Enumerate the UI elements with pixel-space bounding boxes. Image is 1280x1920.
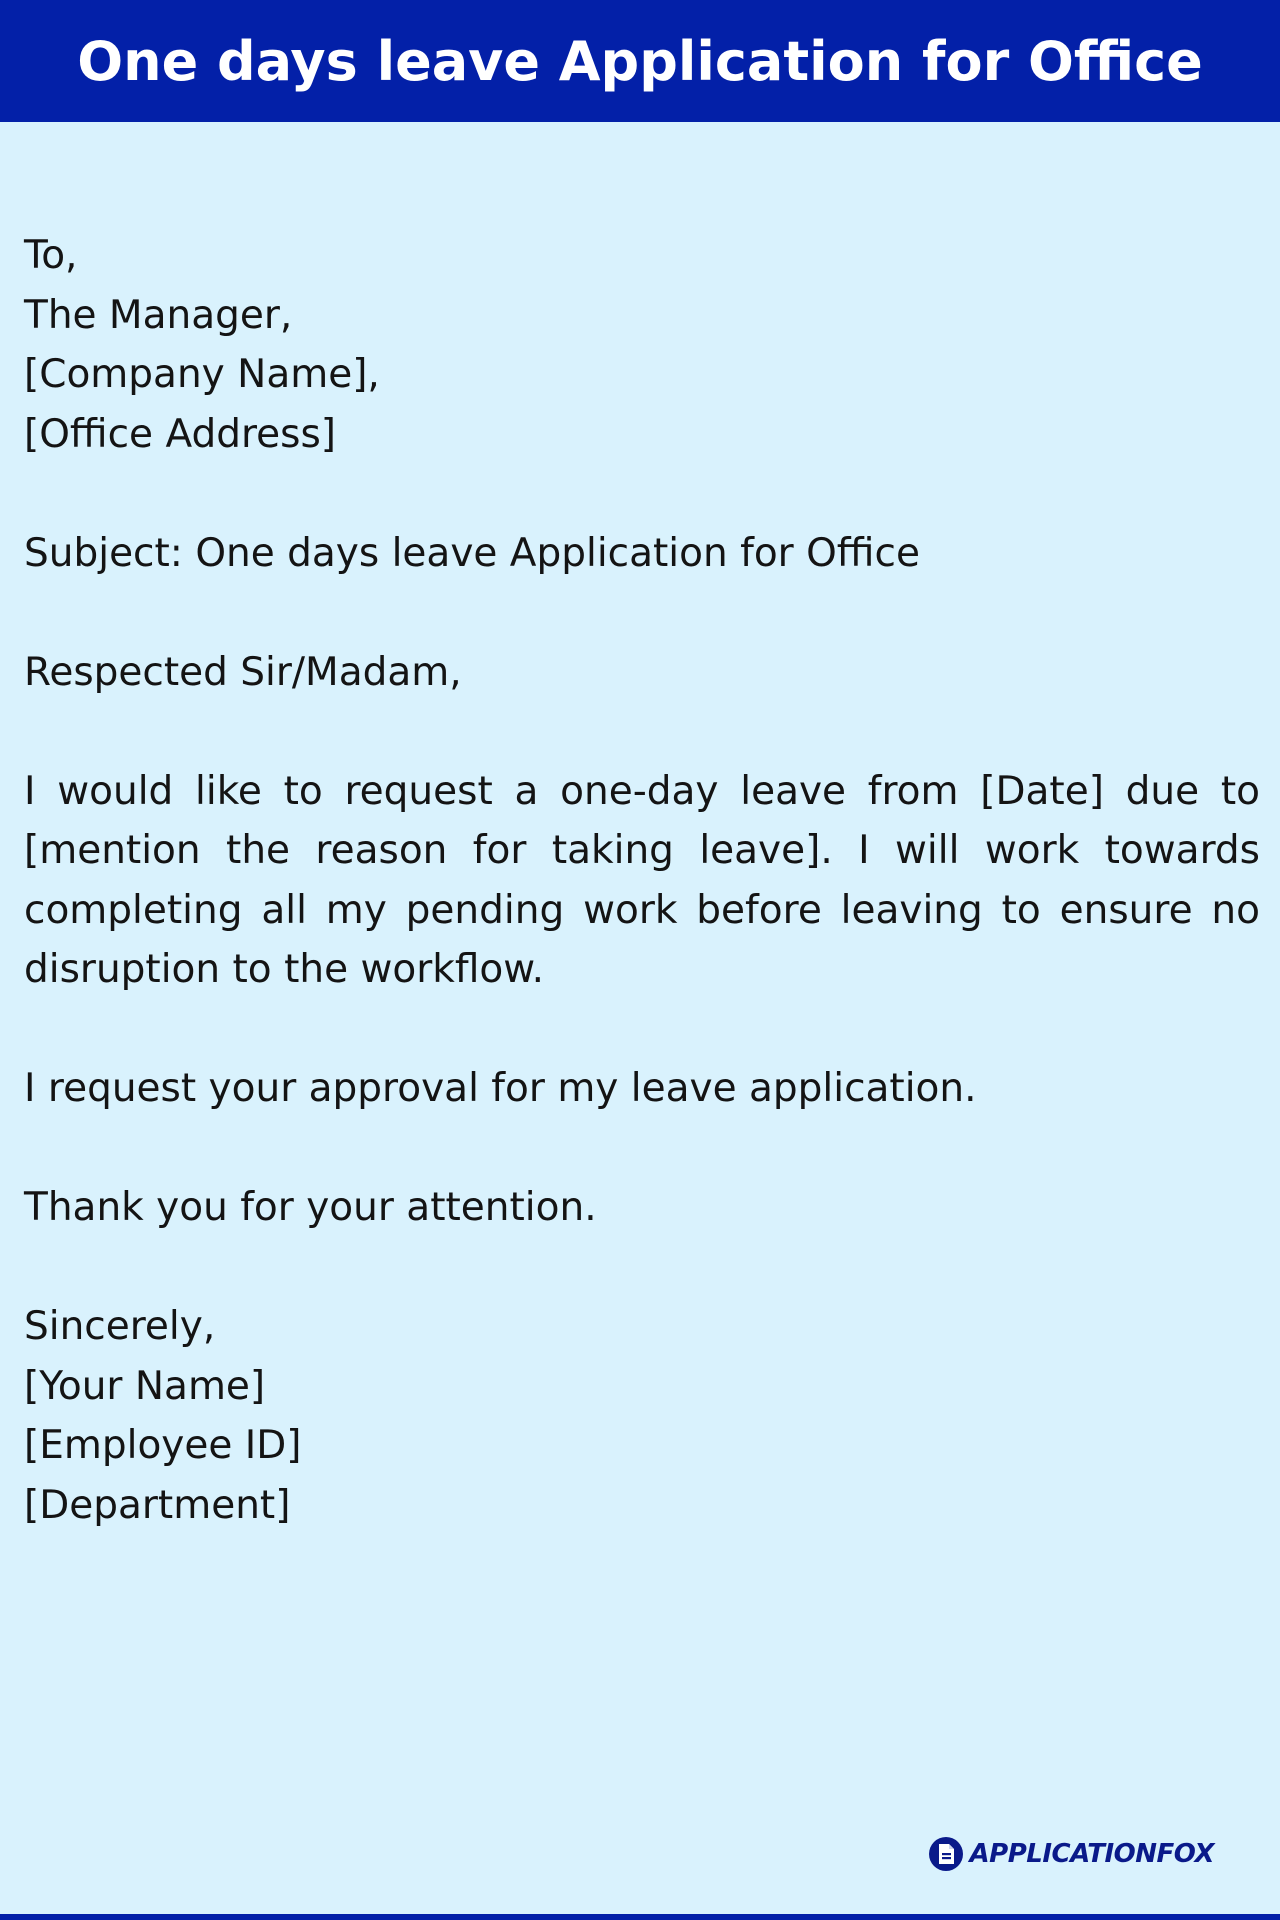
page-header — [0, 0, 1280, 122]
address-line-office: [Office Address] — [24, 411, 336, 457]
address-line-to: To, — [24, 233, 78, 278]
thanks-line: Thank you for your attention. — [24, 1185, 597, 1230]
bottom-border — [0, 1914, 1280, 1920]
request-line: I request your approval for my leave application. — [24, 1066, 977, 1111]
body-paragraph: I would like to request a one-day leave from [Date] due to [mention the reason for taking leave]. I will work towards completing all my pending work before leaving to ensure no disruption to the workflow. — [24, 768, 1260, 992]
closing-line: Sincerely, — [24, 1304, 216, 1349]
page-title: One days leave Application for Office — [77, 29, 1203, 93]
address-line-recipient: The Manager, — [24, 292, 293, 338]
subject-line: Subject: One days leave Application for Office — [24, 530, 920, 576]
salutation: Respected Sir/Madam, — [24, 649, 462, 695]
applicationfox-logo — [928, 1836, 1214, 1872]
document-icon — [928, 1836, 964, 1872]
letter-body — [24, 226, 1260, 1535]
signature-department: [Department] — [24, 1482, 291, 1528]
signature-employee-id: [Employee ID] — [24, 1423, 302, 1468]
logo-text: APPLICATIONFOX — [969, 1839, 1214, 1869]
signature-name: [Your Name] — [24, 1363, 266, 1409]
address-line-company: [Company Name], — [24, 352, 380, 397]
